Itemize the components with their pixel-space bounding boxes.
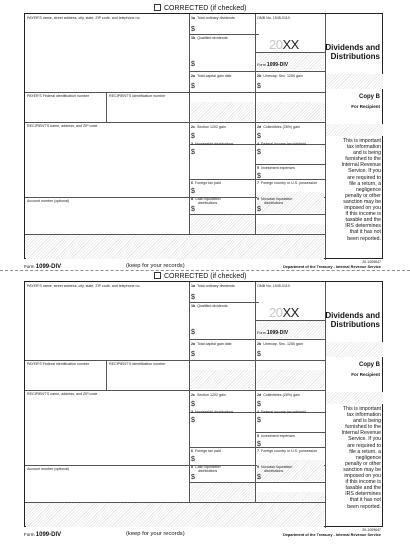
- box-2a-label: Total capital gain distr.: [197, 342, 233, 346]
- footer-keep-note: (keep for your records): [126, 531, 185, 537]
- copy-label: Copy B: [359, 94, 380, 100]
- form-footer: [24, 528, 383, 539]
- tax-year: 20XX: [269, 305, 299, 320]
- box-2d-dollar: $: [257, 401, 261, 408]
- box-2c-dollar: $: [191, 401, 195, 408]
- recipient-name-label: RECIPIENT'S name, address, and ZIP code: [27, 124, 98, 128]
- recipient-tin-label: RECIPIENT'S identification number: [109, 362, 166, 366]
- box-1a-label: Total ordinary dividends: [197, 16, 235, 20]
- box-8-label: Cash liquidation: [195, 465, 221, 469]
- omb-number: OMB No. 1545-0110: [257, 284, 290, 288]
- corrected-checkbox[interactable]: [154, 4, 161, 11]
- account-number-label: Account number (optional): [27, 199, 70, 203]
- payer-tin-label: PAYER'S Federal identification number: [27, 362, 90, 366]
- box-1a-label: Total ordinary dividends: [197, 284, 235, 288]
- omb-number: OMB No. 1545-0110: [257, 16, 290, 20]
- box-9-label: Noncash liquidation: [261, 197, 293, 201]
- payer-tin-label: PAYER'S Federal identification number: [27, 94, 90, 98]
- footer-form-id: Form 1099-DIV: [24, 532, 62, 538]
- box-4-label: Federal income tax withheld: [261, 410, 306, 414]
- box-6-dollar: $: [191, 456, 195, 463]
- form-copy-bottom: [24, 273, 383, 539]
- form-title: Dividends and Distributions: [325, 311, 380, 329]
- box-2c-label: Section 1202 gain: [197, 125, 226, 129]
- box-1b-dollar: $: [191, 329, 195, 336]
- box-3-label: Nontaxable distributions: [195, 410, 234, 414]
- box-8-label: Cash liquidation: [195, 197, 221, 201]
- box-3-dollar: $: [191, 149, 195, 156]
- form-frame: PAYER'S name, street address, city, state, ZIP code, and telephone no. PAYER'S Federal identification number RECIPIENT'S identification number RECIPIENT'S name, address, and ZIP code Account number (optional) 1a Total ordinary dividends $ 1b Qualified dividends $ 2a Total capital gain distr. $ 2b Unrecap. Sec. 1250 gain $ 2c Section 1202 gain $ 2d Collectibles (28%) gain $ 3 Nontaxable distributions $ 4 Federal income tax withheld $ 5 Investment expenses $ 6 Foreign tax paid $ 7 Foreign country or U.S. possession 8 Cash liquidation distributions $ 9 Noncash liquidation distributions $ OMB No. 1545-0110 20XX Form 1099-DIV Dividends and Distributions Copy B For Recipient This is important tax information and is being furnished to the Internal Revenue Service. If you are required to file a return, a negligence penalty or other sanction may be imposed on you if this income is taxable and the IRS determines that it has not been reported.: [24, 13, 383, 259]
- recipient-tin-label: RECIPIENT'S identification number: [109, 94, 166, 98]
- footer-catalog-number: 20-1009647: [362, 260, 381, 264]
- box-4-dollar: $: [257, 149, 261, 156]
- box-9-dollar: $: [257, 206, 261, 213]
- footer-department: Department of the Treasury - Internal Revenue Service: [283, 265, 381, 269]
- box-1b-label: Qualified dividends: [197, 36, 228, 40]
- box-1b-dollar: $: [191, 61, 195, 68]
- box-2b-dollar: $: [257, 83, 261, 90]
- box-9-dollar: $: [257, 474, 261, 481]
- box-6-dollar: $: [191, 188, 195, 195]
- tax-year: 20XX: [269, 37, 299, 52]
- notice-text: This is important tax information and is being furnished to the Internal Revenue Service. If you are required to file a return, a negligence penalty or other sanction may be imposed on you if this income is taxable and the IRS determines that it has not been reported.: [341, 406, 381, 510]
- corrected-checkbox-row[interactable]: [154, 4, 274, 13]
- footer-keep-note: (keep for your records): [126, 263, 185, 269]
- box-8-dollar: $: [191, 206, 195, 213]
- copy-label: Copy B: [359, 362, 380, 368]
- box-7-label: Foreign country or U.S. possession: [261, 181, 318, 185]
- box-8-dollar: $: [191, 474, 195, 481]
- box-9-label-2: distributions: [264, 469, 284, 473]
- box-9-label-2: distributions: [264, 201, 284, 205]
- corrected-checkbox[interactable]: [154, 272, 161, 279]
- box-2a-dollar: $: [191, 83, 195, 90]
- box-2b-label: Unrecap. Sec. 1250 gain: [263, 74, 303, 78]
- box-4-label: Federal income tax withheld: [261, 142, 306, 146]
- recipient-name-label: RECIPIENT'S name, address, and ZIP code: [27, 392, 98, 396]
- corrected-label: CORRECTED (if checked): [164, 5, 247, 12]
- form-id: Form 1099-DIV: [257, 62, 289, 68]
- perforation-line: [0, 270, 410, 271]
- box-2a-label: Total capital gain distr.: [197, 74, 233, 78]
- for-recipient-label: For Recipient: [351, 104, 380, 109]
- corrected-label: CORRECTED (if checked): [164, 273, 247, 280]
- footer-form-id: Form 1099-DIV: [24, 264, 62, 270]
- box-2d-dollar: $: [257, 133, 261, 140]
- account-number-label: Account number (optional): [27, 467, 70, 471]
- footer-department: Department of the Treasury - Internal Revenue Service: [283, 533, 381, 537]
- box-5-label: Investment expenses: [261, 434, 295, 438]
- box-1a-dollar: $: [191, 294, 195, 301]
- box-8-label-2: distributions: [198, 469, 218, 473]
- box-3-label: Nontaxable distributions: [195, 142, 234, 146]
- box-6-label: Foreign tax paid: [195, 181, 221, 185]
- payer-name-label: PAYER'S name, street address, city, state, ZIP code, and telephone no.: [27, 284, 141, 288]
- for-recipient-label: For Recipient: [351, 372, 380, 377]
- corrected-checkbox-row[interactable]: [154, 272, 274, 281]
- notice-text: This is important tax information and is being furnished to the Internal Revenue Service. If you are required to file a return, a negligence penalty or other sanction may be imposed on you if this income is taxable and the IRS determines that it has not been reported.: [341, 138, 381, 242]
- box-2d-label: Collectibles (28%) gain: [263, 393, 300, 397]
- box-2b-dollar: $: [257, 351, 261, 358]
- box-2b-label: Unrecap. Sec. 1250 gain: [263, 342, 303, 346]
- footer-catalog-number: 20-1009647: [362, 528, 381, 532]
- box-5-dollar: $: [257, 441, 261, 448]
- form-title: Dividends and Distributions: [325, 43, 380, 61]
- box-9-label: Noncash liquidation: [261, 465, 293, 469]
- box-5-dollar: $: [257, 173, 261, 180]
- box-4-dollar: $: [257, 417, 261, 424]
- box-3-dollar: $: [191, 417, 195, 424]
- box-6-label: Foreign tax paid: [195, 449, 221, 453]
- form-frame: PAYER'S name, street address, city, state, ZIP code, and telephone no. PAYER'S Federal identification number RECIPIENT'S identification number RECIPIENT'S name, address, and ZIP code Account number (optional) 1a Total ordinary dividends $ 1b Qualified dividends $ 2a Total capital gain distr. $ 2b Unrecap. Sec. 1250 gain $ 2c Section 1202 gain $ 2d Collectibles (28%) gain $ 3 Nontaxable distributions $ 4 Federal income tax withheld $ 5 Investment expenses $ 6 Foreign tax paid $ 7 Foreign country or U.S. possession 8 Cash liquidation distributions $ 9 Noncash liquidation distributions $ OMB No. 1545-0110 20XX Form 1099-DIV Dividends and Distributions Copy B For Recipient This is important tax information and is being furnished to the Internal Revenue Service. If you are required to file a return, a negligence penalty or other sanction may be imposed on you if this income is taxable and the IRS determines that it has not been reported.: [24, 281, 383, 527]
- box-2a-dollar: $: [191, 351, 195, 358]
- box-2c-label: Section 1202 gain: [197, 393, 226, 397]
- box-1a-dollar: $: [191, 26, 195, 33]
- payer-name-label: PAYER'S name, street address, city, state, ZIP code, and telephone no.: [27, 16, 141, 20]
- box-2c-dollar: $: [191, 133, 195, 140]
- box-2d-label: Collectibles (28%) gain: [263, 125, 300, 129]
- form-copy-top: [24, 5, 383, 271]
- box-8-label-2: distributions: [198, 201, 218, 205]
- box-1b-label: Qualified dividends: [197, 304, 228, 308]
- box-5-label: Investment expenses: [261, 166, 295, 170]
- box-7-label: Foreign country or U.S. possession: [261, 449, 318, 453]
- form-id: Form 1099-DIV: [257, 330, 289, 336]
